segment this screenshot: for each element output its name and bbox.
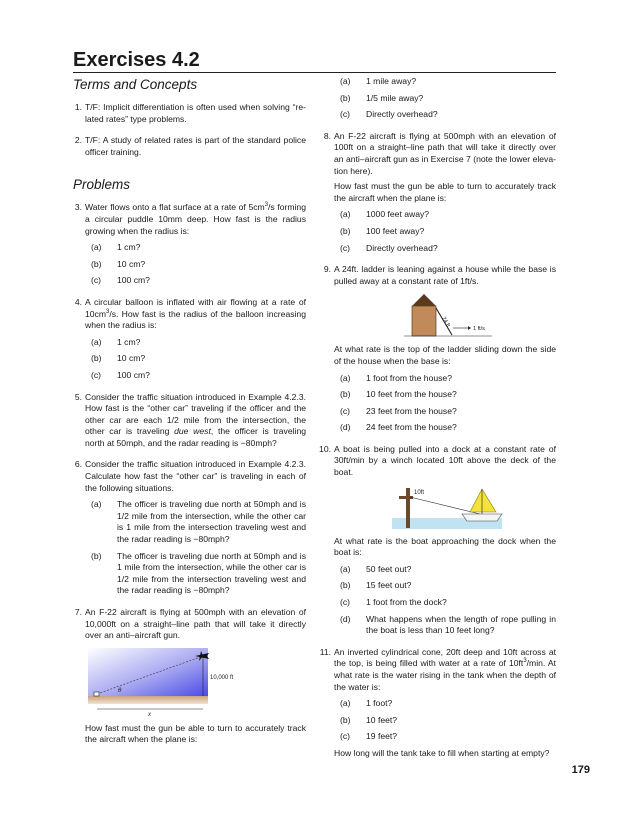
distance-label: x — [148, 711, 151, 717]
exercise-text: Consider the traffic situation introduced in Example 4.2.3. Calculate how fast the “other car” is traveling in each of the following situations. — [85, 459, 306, 493]
exercise-5 — [73, 392, 306, 450]
exercise-8 — [322, 131, 556, 254]
problems-heading: Problems — [73, 177, 131, 193]
exercise-10 — [319, 443, 556, 637]
sub-item: (b) 10 feet from the house? — [340, 389, 457, 400]
sub-item: (c) 1 foot from the dock? — [340, 597, 447, 608]
left-column — [73, 76, 306, 756]
exercise-number: 9. — [323, 264, 331, 275]
exercise-text: A boat is being pulled into a dock at a constant rate of 30ft/min by a winch located 10ft above the deck of the boat. — [334, 443, 556, 478]
exercise-11 — [319, 646, 556, 760]
exercise-text: An inverted cylindrical cone, 20ft deep and 10ft across at the top, is being filled with water at a rate of $10ft^3/\min$. At what rate is the water rising in the tank when the depth of the water is: — [334, 646, 556, 692]
exercise-number: 5. — [74, 391, 82, 402]
sub-item: (d) 24 feet from the house? — [340, 422, 457, 433]
exercise-question: At what rate is the boat approaching the dock when the boat is: — [334, 535, 556, 558]
exercise-number: 2. — [74, 135, 82, 146]
sub-item: (a) The officer is traveling due north at 50mph and is 1/2 mile from the intersection, while the other car is 1 mile from the intersection traveling west and the radar reading is −80mph? — [91, 499, 306, 545]
sub-item: (a) 1 mile away? — [340, 76, 417, 86]
exercise-2 — [73, 135, 306, 158]
exercise-text: T/F: Implicit differentiation is often used when solving “re-lated rates” type problems. — [85, 102, 306, 124]
house-icon — [412, 306, 436, 336]
arrowhead-icon — [468, 326, 471, 330]
angle-label: θ — [118, 687, 122, 694]
exercise-text: An F-22 aircraft is flying at 500mph with an elevation of 10,000ft on a straight–line path that will take it directly over an anti–aircraft gun. — [85, 607, 306, 641]
exercise-question: At what rate is the top of the ladder sliding down the side of the house when the base is: — [334, 344, 556, 366]
dock-post-icon — [406, 488, 410, 528]
exercise-number: 6. — [74, 459, 82, 470]
exercise-number: 8. — [323, 130, 331, 141]
exercise-number: 7. — [74, 607, 82, 617]
sub-item: (c) 100 cm? — [91, 369, 150, 380]
sub-item: (b) 10 feet? — [340, 714, 398, 725]
sub-item: (c) Directly overhead? — [340, 242, 438, 253]
page-title: Exercises 4.2 — [73, 49, 200, 71]
ground-area — [88, 696, 208, 704]
title-rule — [73, 72, 556, 73]
exercise-6 — [73, 459, 306, 597]
exercise-7-continued — [322, 76, 556, 121]
exercise-text: Water flows onto a flat surface at a rate of $5cm^3/s$ forming a circular puddle 10mm deep. How fast is the radius growing when the radius is: — [85, 202, 306, 236]
sub-item: (b) The officer is traveling due north at 50mph and is 1 mile from the intersection, while the other car is 1/2 mile from the intersection traveling west and the radar reading is −80mph? — [91, 550, 306, 596]
rate-label: 1 ft/s — [473, 326, 485, 333]
gun-icon — [94, 692, 99, 696]
roof-icon — [412, 294, 436, 306]
aircraft-figure — [85, 647, 305, 717]
sub-item: (b) 10 cm? — [91, 258, 146, 269]
exercise-number: 1. — [74, 102, 82, 112]
sub-item: (a) 1 foot? — [340, 698, 393, 709]
exercise-9 — [322, 264, 556, 434]
exercise-question: How fast must the gun be able to turn to accurately track the aircraft when the plane is: — [334, 181, 556, 203]
sub-item: (a) 1 foot from the house? — [340, 372, 452, 383]
sub-item: (c) 100 cm? — [91, 275, 150, 286]
exercise-number: 10. — [319, 443, 331, 454]
ladder-figure — [334, 292, 554, 338]
sub-item: (a) 1 cm? — [91, 242, 141, 253]
boat-figure — [334, 484, 554, 530]
sub-item: (b) 1/5 mile away? — [340, 92, 424, 103]
exercise-3 — [73, 202, 306, 287]
terms-heading: Terms and Concepts — [73, 77, 198, 92]
exercise-question: How fast must the gun be able to turn to accurately track the aircraft when the plane is: — [85, 722, 306, 745]
altitude-label: 10,000 ft — [210, 674, 234, 681]
exercise-question: How long will the tank take to fill when starting at empty? — [334, 747, 550, 758]
sub-item: (b) 100 feet away? — [340, 225, 425, 236]
exercise-7 — [73, 607, 306, 746]
sub-item: (b) 10 cm? — [91, 353, 146, 364]
sub-item: (a) 50 feet out? — [340, 563, 412, 574]
exercise-text: A 24ft. ladder is leaning against a house while the base is pulled away at a constant rate of 1ft/s. — [334, 264, 556, 286]
boat-hull-icon — [462, 514, 502, 521]
exercise-number: 3. — [74, 202, 82, 213]
sub-item: (c) 19 feet? — [340, 731, 398, 742]
exercise-number: 11. — [319, 646, 331, 657]
sub-item: (c) 23 feet from the house? — [340, 405, 457, 416]
exercise-text: A circular balloon is inflated with air flowing at a rate of $10cm^3/s$. How fast is the radius of the balloon increasing when the radius is: — [85, 296, 306, 331]
winch-height-label: 10ft — [414, 489, 425, 496]
sub-item: (a) 1000 feet away? — [340, 209, 430, 220]
sub-item: (b) 15 feet out? — [340, 580, 412, 591]
exercise-text: Consider the traffic situation introduced in Example 4.2.3. How fast is the “other car” traveling if the officer and the other car are each 1/2 mile from the intersection, the other car is traveling due west, the officer is traveling north at 50mph, and the radar reading is −80mph? — [85, 391, 306, 448]
sub-item: (a) 1 cm? — [91, 336, 141, 347]
ladder-length-label: 24 ft — [440, 316, 451, 329]
exercise-number: 4. — [74, 296, 82, 307]
exercise-text: T/F: A study of related rates is part of the standard police officer training. — [85, 135, 306, 157]
sub-item: (c) Directly overhead? — [340, 109, 438, 120]
sky-area — [88, 648, 208, 696]
exercise-4 — [73, 297, 306, 382]
exercise-1 — [73, 102, 306, 125]
sub-item: (d) What happens when the length of rope pulling in the boat is less than 10 feet long? — [340, 613, 556, 636]
page-number: 179 — [571, 764, 590, 776]
right-column — [319, 76, 556, 770]
sail-icon — [470, 489, 496, 512]
exercise-text: An F-22 aircraft is flying at 500mph with an elevation of 100ft on a straight–line path that will take it directly over an anti–aircraft gun as in Exercise 7 (note the lower eleva-tion here). — [334, 130, 556, 176]
